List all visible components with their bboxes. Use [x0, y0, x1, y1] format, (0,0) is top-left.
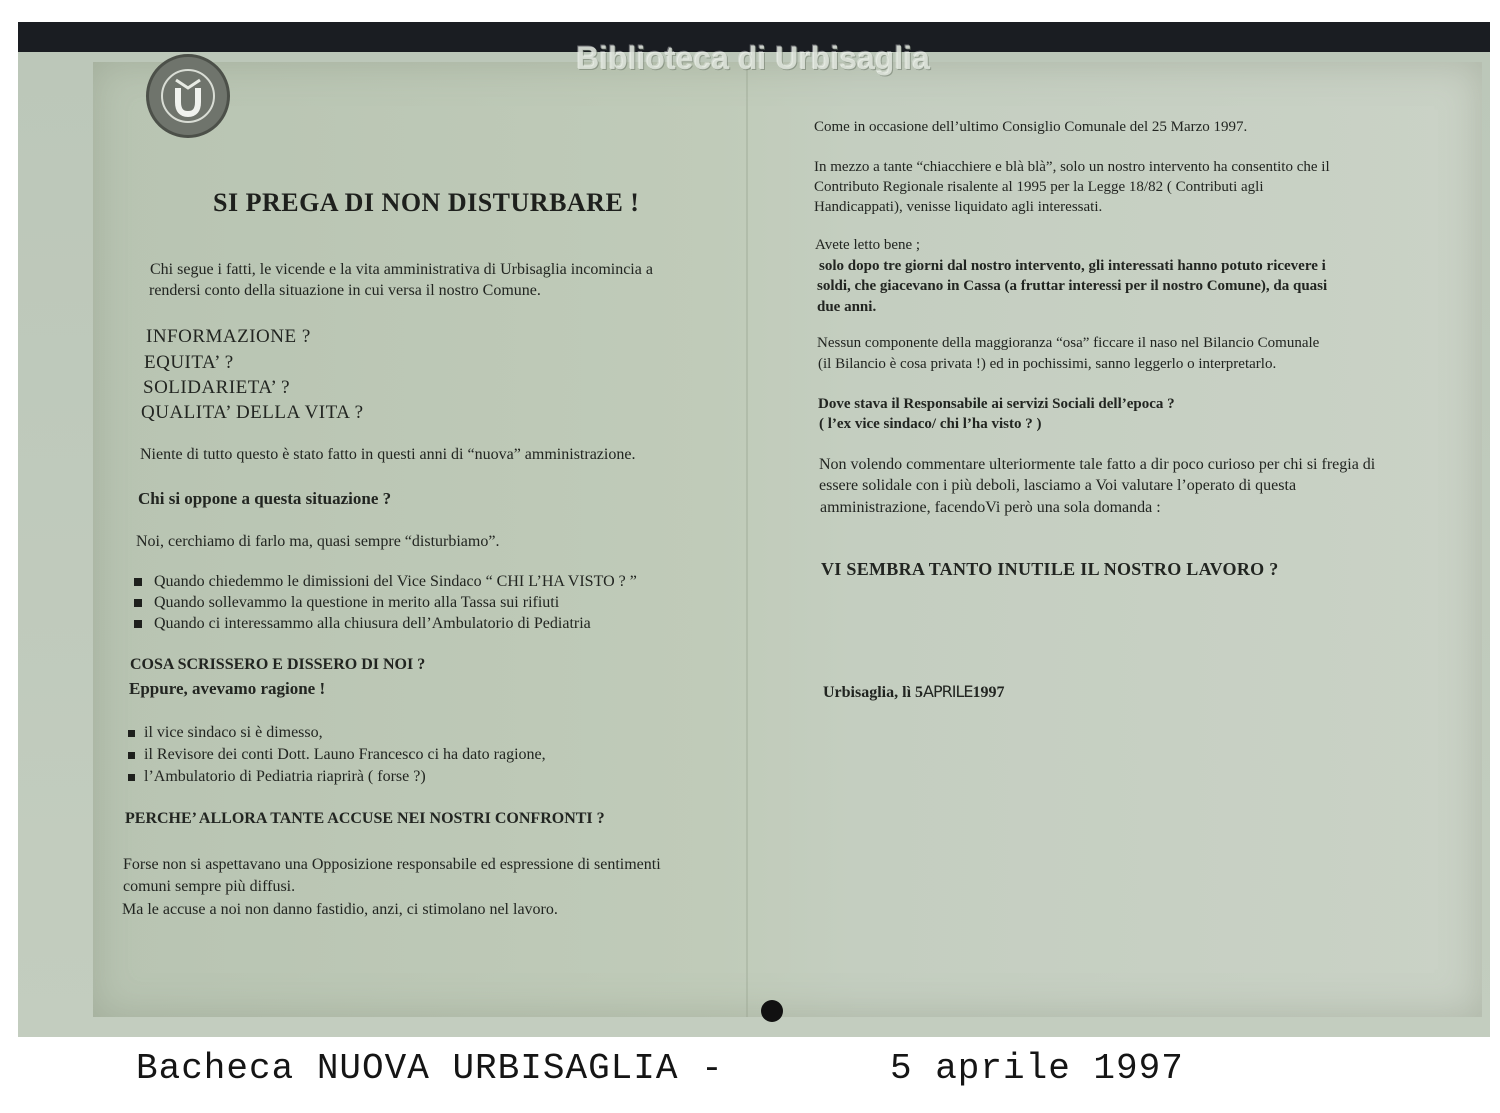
- noi-paragraph: Noi, cerchiamo di farlo ma, quasi sempre “disturbiamo”.: [136, 533, 500, 550]
- question-4: QUALITA’ DELLA VITA ?: [141, 402, 364, 423]
- perche-heading: PERCHE’ ALLORA TANTE ACCUSE NEI NOSTRI CONFRONTI ?: [125, 810, 605, 827]
- fold-line: [746, 62, 748, 1017]
- forse-line-3: Ma le accuse a noi non danno fastidio, anzi, ci stimolano nel lavoro.: [122, 901, 558, 918]
- avete-line: Avete letto bene ;: [815, 237, 921, 253]
- non-volendo-line-1: Non volendo commentare ulteriormente tale fatto a dir poco curioso per chi si fregia di: [819, 456, 1376, 473]
- bullet-square-icon: [128, 774, 135, 781]
- bullet-square-icon: [134, 599, 142, 607]
- pin-hole: [761, 1000, 783, 1022]
- date-year: 1997: [972, 684, 1005, 701]
- niente-paragraph: Niente di tutto questo è stato fatto in questi anni di “nuova” amministrazione.: [140, 446, 636, 463]
- question-1: INFORMAZIONE ?: [146, 326, 311, 347]
- vi-sembra-heading: VI SEMBRA TANTO INUTILE IL NOSTRO LAVORO ?: [821, 559, 1279, 579]
- intro-line-1: Chi segue i fatti, le vicende e la vita amministrativa di Urbisaglia incomincia a: [150, 261, 653, 278]
- mezzo-line-3: Handicappati), venisse liquidato agli interessati.: [814, 199, 1103, 215]
- bullet-list-1: [130, 571, 637, 634]
- question-3: SOLIDARIETA’ ?: [143, 377, 291, 398]
- caption-date: 5 aprile 1997: [890, 1048, 1184, 1089]
- solo-line-3: due anni.: [817, 299, 877, 315]
- shield-u-icon: [158, 66, 218, 126]
- flyer-title: SI PREGA DI NON DISTURBARE !: [213, 188, 640, 217]
- party-logo: [146, 54, 230, 138]
- caption-board: Bacheca NUOVA URBISAGLIA -: [136, 1048, 724, 1089]
- mezzo-line-1: In mezzo a tante “chiacchiere e blà blà”, solo un nostro intervento ha consentito che il: [814, 159, 1330, 175]
- watermark: Biblioteca di Urbisaglia: [576, 40, 930, 76]
- intro-line-2: rendersi conto della situazione in cui versa il nostro Comune.: [149, 282, 541, 299]
- list-item: Quando sollevammo la questione in merito alla Tassa sui rifiuti: [130, 592, 637, 613]
- bullet-square-icon: [128, 752, 135, 759]
- date-handwritten-month: APRILE: [923, 682, 973, 701]
- list-item: l’Ambulatorio di Pediatria riaprirà ( forse ?): [122, 766, 546, 788]
- date-prefix: Urbisaglia, lì 5: [823, 684, 924, 701]
- date-line: [823, 682, 1004, 702]
- forse-line-1: Forse non si aspettavano una Opposizione responsabile ed espressione di sentimenti: [123, 856, 661, 873]
- mezzo-line-2: Contributo Regionale risalente al 1995 per la Legge 18/82 ( Contributi agli: [814, 179, 1264, 195]
- question-2: EQUITA’ ?: [144, 352, 234, 373]
- bullet-square-icon: [134, 578, 142, 586]
- nessun-line-1: Nessun componente della maggioranza “osa” ficcare il naso nel Bilancio Comunale: [817, 335, 1320, 351]
- dove-line-2: ( l’ex vice sindaco/ chi l’ha visto ? ): [819, 416, 1042, 432]
- forse-line-2: comuni sempre più diffusi.: [123, 878, 296, 895]
- list-item: il Revisore dei conti Dott. Launo Francesco ci ha dato ragione,: [122, 744, 546, 766]
- bullet-square-icon: [128, 730, 135, 737]
- non-volendo-line-3: amministrazione, facendoVi però una sola domanda :: [820, 499, 1161, 516]
- non-volendo-line-2: essere solidale con i più deboli, lasciamo a Voi valutare l’operato di questa: [819, 477, 1297, 494]
- list-item: Quando chiedemmo le dimissioni del Vice Sindaco “ CHI L’HA VISTO ? ”: [130, 571, 637, 592]
- come-line: Come in occasione dell’ultimo Consiglio Comunale del 25 Marzo 1997.: [814, 119, 1248, 135]
- list-item: il vice sindaco si è dimesso,: [122, 722, 546, 744]
- eppure-line: Eppure, avevamo ragione !: [129, 679, 326, 698]
- solo-line-1: solo dopo tre giorni dal nostro intervento, gli interessati hanno potuto ricevere i: [819, 258, 1326, 274]
- chi-heading: Chi si oppone a questa situazione ?: [138, 489, 392, 508]
- bullet-list-2: [122, 722, 546, 788]
- solo-line-2: soldi, che giacevano in Cassa (a fruttar interessi per il nostro Comune), da quasi: [817, 278, 1328, 294]
- bullet-square-icon: [134, 620, 142, 628]
- nessun-line-2: (il Bilancio è cosa privata !) ed in pochissimi, sanno leggerlo o interpretarlo.: [818, 356, 1277, 372]
- list-item: Quando ci interessammo alla chiusura dell’Ambulatorio di Pediatria: [130, 613, 637, 634]
- dove-line-1: Dove stava il Responsabile ai servizi Sociali dell’epoca ?: [818, 396, 1175, 412]
- cosa-heading: COSA SCRISSERO E DISSERO DI NOI ?: [130, 656, 426, 673]
